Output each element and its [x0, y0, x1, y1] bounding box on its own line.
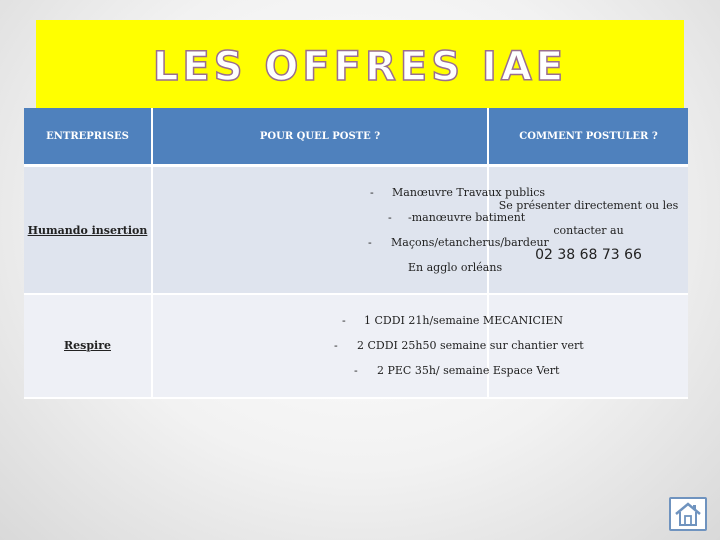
apply-text: Se présenter directement ou les	[498, 198, 679, 212]
position-text: Maçons/etancherus/bardeur	[391, 235, 549, 249]
header-position: POUR QUEL POSTE ?	[152, 108, 488, 166]
company-name: Humando insertion	[24, 166, 152, 294]
table-row	[24, 166, 688, 294]
position-line	[154, 230, 549, 255]
phone-number: 02 38 68 73 66	[535, 246, 642, 263]
positions-cell	[152, 166, 549, 294]
header-how-to-apply: COMMENT POSTULER ?	[488, 108, 688, 166]
position-text: 2 CDDI 25h50 semaine sur chantier vert	[357, 339, 584, 352]
bullet-dash: -	[368, 235, 372, 249]
offers-table	[24, 108, 688, 399]
bullet-dash: -	[342, 314, 346, 327]
bullet-dash: -	[354, 364, 358, 377]
table-row	[24, 294, 688, 398]
position-text: 2 PEC 35h/ semaine Espace Vert	[377, 364, 560, 377]
position-line	[154, 358, 560, 383]
page-title: LES OFFRES IAE	[152, 44, 568, 90]
position-text: En agglo orléans	[408, 260, 503, 274]
header-companies: ENTREPRISES	[24, 108, 152, 166]
home-button[interactable]	[669, 497, 707, 531]
position-text: 1 CDDI 21h/semaine MECANICIEN	[364, 314, 563, 327]
company-name: Respire	[24, 294, 152, 398]
positions-cell	[152, 294, 584, 398]
position-line	[154, 255, 503, 280]
position-line	[154, 308, 563, 333]
position-line	[154, 333, 584, 358]
bullet-dash: -	[370, 185, 374, 199]
position-line	[154, 205, 526, 230]
position-text: Manœuvre Travaux publics	[392, 185, 546, 199]
bullet-dash: -	[334, 339, 338, 352]
position-text: -manœuvre batiment	[408, 210, 526, 224]
table-header-row	[24, 108, 688, 166]
bullet-dash: -	[388, 210, 392, 224]
position-line	[154, 180, 546, 205]
apply-text: contacter au	[553, 223, 624, 237]
home-icon	[674, 501, 702, 527]
